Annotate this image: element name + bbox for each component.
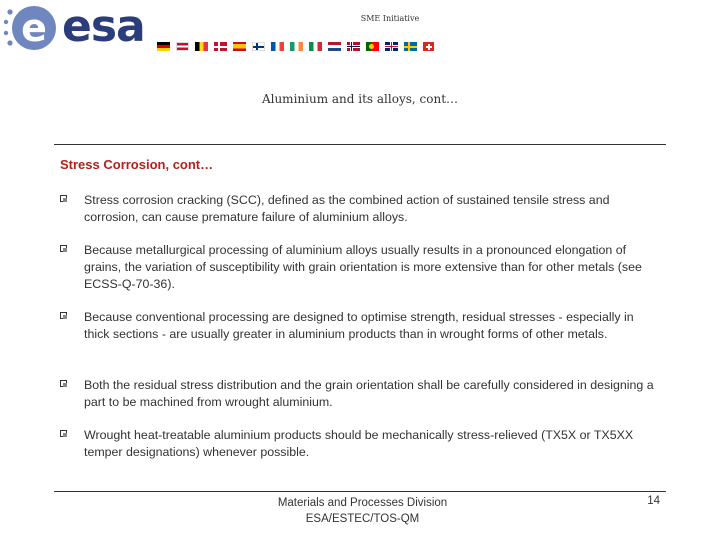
checkbox-bullet-icon — [60, 312, 67, 319]
switzerland-flag-icon — [423, 42, 434, 51]
slide-title: Aluminium and its alloys, cont… — [261, 92, 459, 106]
esa-globe-icon — [0, 0, 60, 56]
page-number: 14 — [647, 495, 660, 507]
italy-flag-icon — [309, 42, 322, 51]
germany-flag-icon — [157, 42, 170, 51]
portugal-flag-icon — [366, 42, 379, 51]
logo-wordmark: esa — [62, 1, 145, 52]
spain-flag-icon — [233, 42, 246, 51]
france-flag-icon — [271, 42, 284, 51]
esa-logo — [0, 0, 160, 60]
bullet-text: Stress corrosion cracking (SCC), defined as the combined action of sustained tensile stress and corrosion, can cause premature failure of aluminium alloys. — [84, 193, 610, 224]
section-heading: Stress Corrosion, cont… — [60, 157, 214, 172]
footer-office: ESA/ESTEC/TOS-QM — [305, 513, 420, 525]
top-divider — [54, 144, 666, 145]
austria-flag-icon — [176, 42, 189, 51]
bullet-text: Both the residual stress distribution and the grain orientation shall be carefully considered in designing a part to be machined from wrought aluminium. — [84, 378, 654, 409]
norway-flag-icon — [347, 42, 360, 51]
checkbox-bullet-icon — [60, 380, 67, 387]
footer-division: Materials and Processes Division — [277, 497, 448, 509]
svg-text:e: e — [21, 6, 47, 50]
bullet-text: Wrought heat-treatable aluminium products should be mechanically stress-relieved (TX5X or TX5XX temper designations) whenever possible. — [84, 428, 634, 459]
bottom-divider — [54, 491, 666, 492]
footer-credit — [240, 495, 485, 527]
checkbox-bullet-icon — [60, 195, 67, 202]
checkbox-bullet-icon — [60, 430, 67, 437]
bullet-text: Because conventional processing are designed to optimise strength, residual stresses - especially in thick sections - are usually greater in aluminium products than in wrought forms of other metals. — [84, 310, 634, 341]
checkbox-bullet-icon — [60, 245, 67, 252]
united-kingdom-flag-icon — [385, 42, 398, 51]
sweden-flag-icon — [404, 42, 417, 51]
netherlands-flag-icon — [328, 42, 341, 51]
ireland-flag-icon — [290, 42, 303, 51]
denmark-flag-icon — [214, 42, 227, 51]
belgium-flag-icon — [195, 42, 208, 51]
initiative-label: SME Initiative — [360, 14, 420, 23]
bullet-text: Because metallurgical processing of aluminium alloys usually results in a pronounced elongation of grains, the variation of susceptibility with grain orientation is more extensive than for other metals (see ECSS-Q-70-36). — [84, 243, 642, 291]
finland-flag-icon — [252, 42, 265, 51]
